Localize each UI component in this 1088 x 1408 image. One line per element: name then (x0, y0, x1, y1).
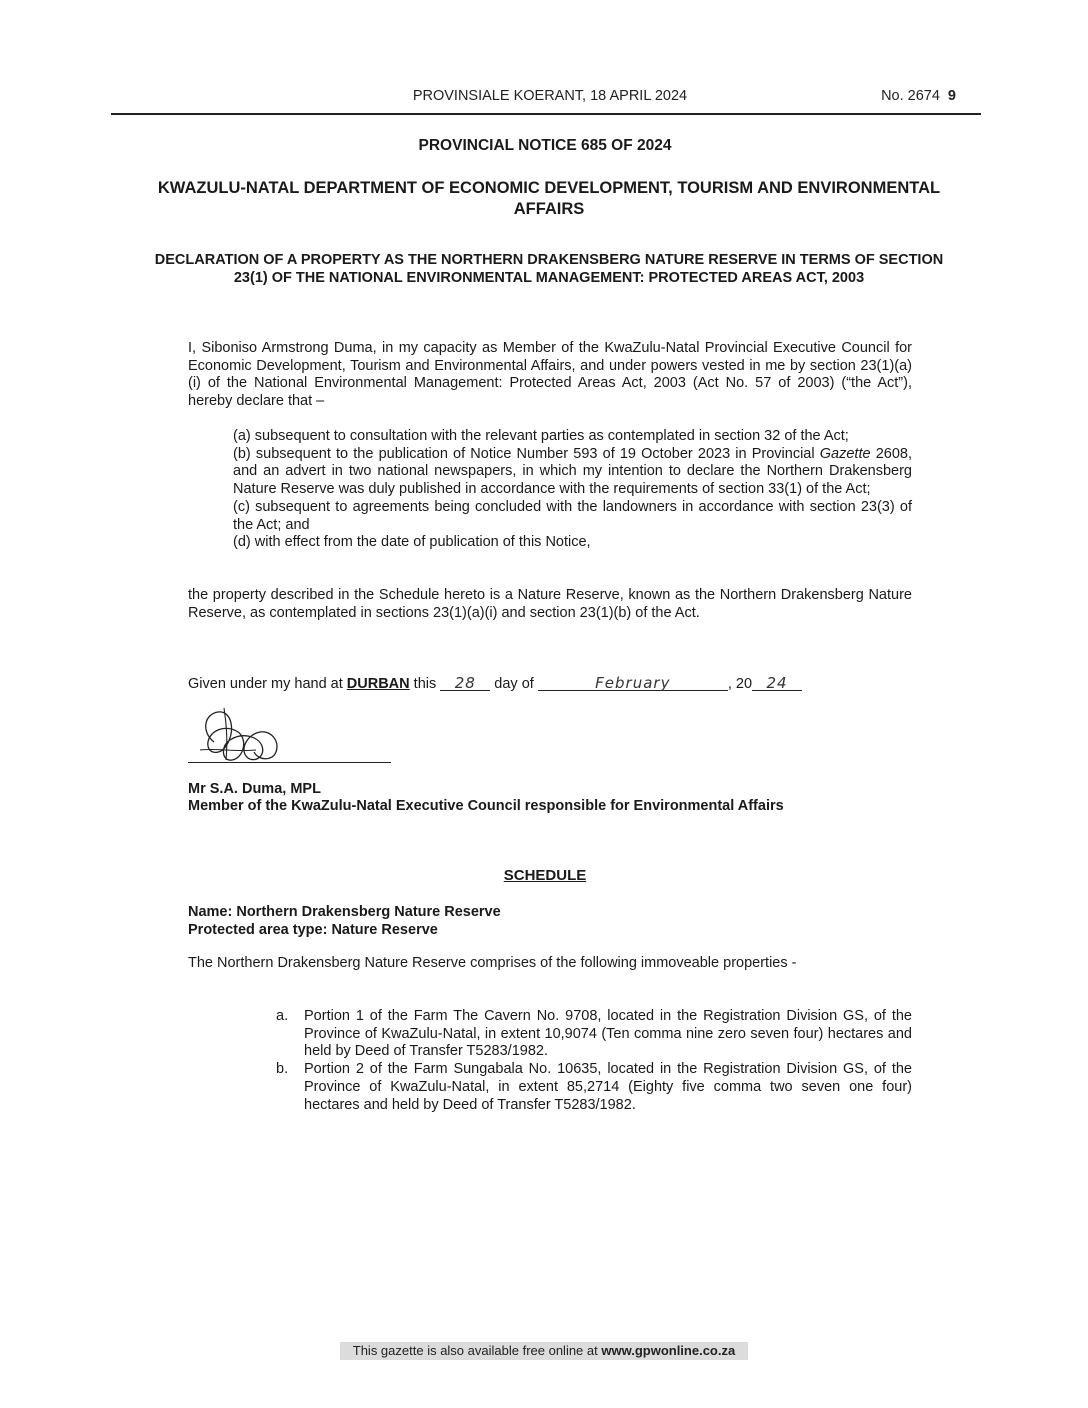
property-text: Portion 2 of the Farm Sungabala No. 10635, located in the Registration Division GS, of the Province of KwaZulu-Natal, in extent 85,2714 (Eighty five comma two seven one four) hectares and held by Deed of Transfer T5283/1982. (304, 1061, 912, 1113)
schedule-details (188, 903, 501, 939)
day-value: 28 (454, 674, 476, 692)
reserve-name: Name: Northern Drakensberg Nature Reserve (188, 904, 501, 920)
schedule-intro: The Northern Drakensberg Nature Reserve comprises of the following immoveable properties - (188, 955, 797, 971)
area-type: Protected area type: Nature Reserve (188, 922, 438, 938)
item-b (233, 446, 912, 499)
year-prefix: , 20 (727, 676, 753, 692)
property-text: Portion 1 of the Farm The Cavern No. 9708, located in the Registration Division GS, of the Province of KwaZulu-Natal, in extent 10,9074 (Ten comma nine zero seven four) hectares and held by Deed of Transfer T5283/1982. (304, 1008, 912, 1060)
signatory-name: Mr S.A. Duma, MPL (188, 781, 321, 797)
closing-paragraph: the property described in the Schedule hereto is a Nature Reserve, known as the Northern Drakensberg Nature Reserve, as contemplated in sections 23(1)(a)(i) and section 23(1)(b) of the Act. (188, 587, 912, 621)
given-this: this (409, 676, 441, 692)
schedule-heading: SCHEDULE (503, 867, 587, 884)
issue-label: No. 2674 (881, 88, 940, 104)
running-header: PROVINSIALE KOERANT, 18 APRIL 2024 (412, 88, 688, 104)
item-b-pre: (b) subsequent to the publication of Notice Number 593 of 19 October 2023 in Provincial (233, 445, 820, 462)
signature-icon (196, 702, 286, 768)
item-c: (c) subsequent to agreements being concluded with the landowners in accordance with section 23(3) of the Act; and (233, 498, 912, 533)
given-day-of: day of (490, 676, 538, 692)
footer-link[interactable]: www.gpwonline.co.za (601, 1343, 736, 1358)
footer-text: This gazette is also available free online at (352, 1343, 602, 1358)
declaration-title: DECLARATION OF A PROPERTY AS THE NORTHERN DRAKENSBERG NATURE RESERVE IN TERMS OF SECTION 23(1) OF THE NATIONAL ENVIRONMENTAL MANAGEMENT: PROTECTED AREAS ACT, 2003 (154, 252, 944, 286)
signature-line (188, 762, 391, 763)
year-field (752, 674, 802, 691)
month-value: February (595, 674, 671, 692)
month-field (538, 674, 728, 691)
year-value: 24 (766, 674, 788, 692)
header-rule (111, 113, 981, 115)
list-marker: a. (276, 1008, 289, 1024)
notice-title: PROVINCIAL NOTICE 685 OF 2024 (418, 137, 672, 154)
list-item (276, 1061, 912, 1114)
department-title: KWAZULU-NATAL DEPARTMENT OF ECONOMIC DEVELOPMENT, TOURISM AND ENVIRONMENTAL AFFAIRS (157, 179, 941, 218)
page-number: 9 (947, 88, 956, 104)
footer-banner (340, 1342, 748, 1360)
given-line (188, 674, 802, 692)
item-b-italic: Gazette (819, 445, 871, 462)
item-a: (a) subsequent to consultation with the relevant parties as contemplated in section 32 of the Act; (233, 428, 849, 444)
intro-paragraph: I, Siboniso Armstrong Duma, in my capacity as Member of the KwaZulu-Natal Provincial Executive Council for Economic Development, Tourism and Environmental Affairs, and under powers vested in me by section 23(1)(a)(i) of the National Environmental Management: Protected Areas Act, 2003 (Act No. 57 of 2003) (“the Act”), hereby declare that – (188, 340, 912, 410)
signatory-title: Member of the KwaZulu-Natal Executive Council responsible for Environmental Affairs (188, 798, 784, 814)
list-item (276, 1008, 912, 1061)
issue-number (881, 88, 956, 104)
item-d: (d) with effect from the date of publication of this Notice, (233, 534, 591, 551)
property-list (276, 1008, 912, 1114)
day-field (440, 674, 490, 691)
item-b-post: 2608, and an advert in two national newspapers, in which my intention to declare the Northern Drakensberg Nature Reserve was duly published in accordance with the requirements of section 33(1) of the Act; (233, 445, 912, 498)
given-place: DURBAN (346, 676, 410, 692)
given-prefix: Given under my hand at (188, 676, 347, 692)
list-marker: b. (276, 1061, 289, 1078)
declaration-items (233, 428, 912, 552)
